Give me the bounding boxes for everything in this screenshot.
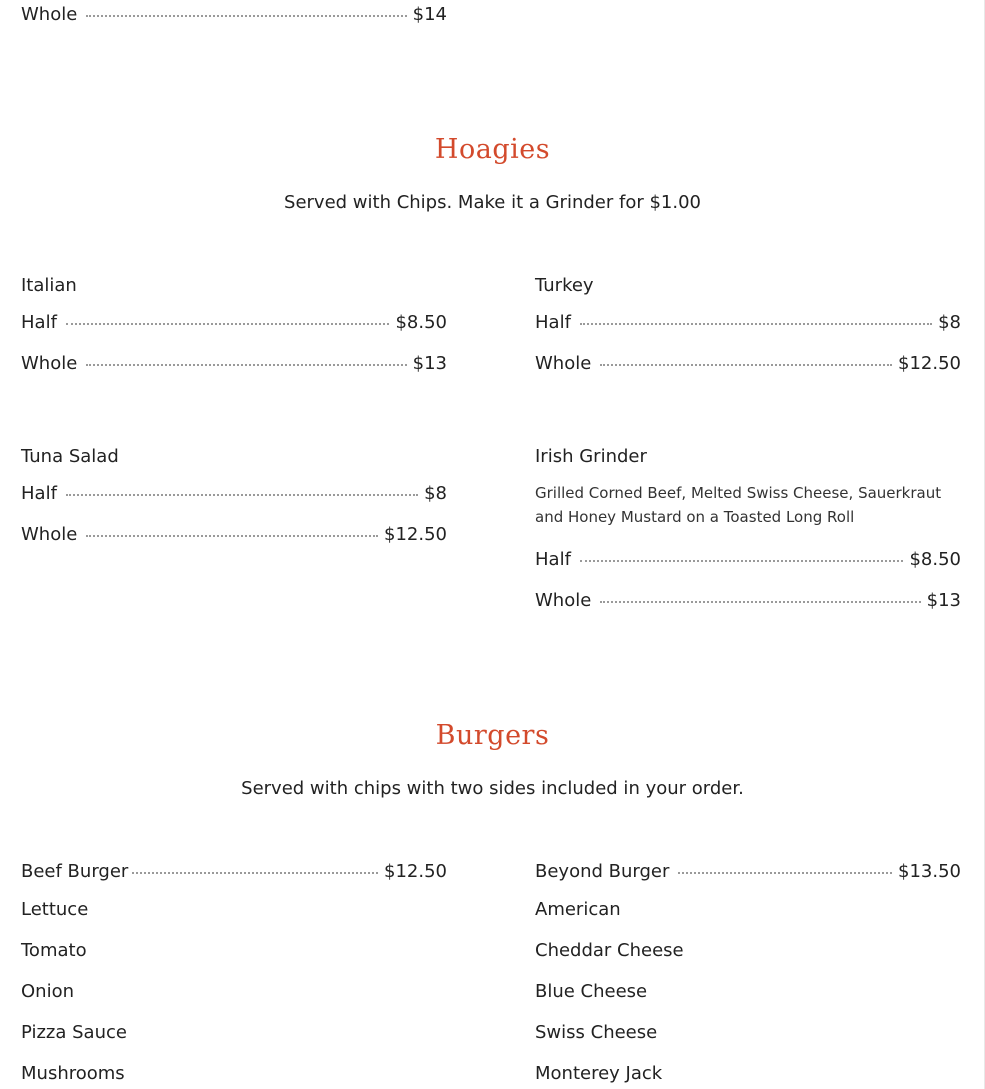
cheese-item: American <box>535 899 621 920</box>
size-label: Half <box>535 312 571 333</box>
tuna-half-row <box>21 482 447 506</box>
topping-item: Lettuce <box>21 899 89 920</box>
size-label: Whole <box>21 4 78 25</box>
section-title-hoagies: Hoagies <box>434 134 551 165</box>
topping-item: Onion <box>21 981 74 1002</box>
size-label: Whole <box>21 353 78 374</box>
italian-half-row <box>21 311 447 335</box>
price: $12.50 <box>384 861 447 882</box>
topping-item: Mushrooms <box>21 1063 125 1084</box>
turkey-half-row <box>535 311 961 335</box>
section-title-burgers: Burgers <box>435 720 550 751</box>
beyond-burger-row <box>535 860 961 884</box>
turkey-whole-row <box>535 352 961 376</box>
dot-leader <box>580 323 932 325</box>
beef-burger-row <box>21 860 447 884</box>
item-name: Beef Burger <box>21 861 129 882</box>
size-label: Half <box>21 483 57 504</box>
italian-whole-row <box>21 352 447 376</box>
price: $8.50 <box>395 312 447 333</box>
irish-half-row <box>535 548 961 572</box>
price: $14 <box>412 4 447 25</box>
dot-leader <box>66 323 390 325</box>
size-label: Whole <box>535 590 592 611</box>
price: $12.50 <box>898 353 961 374</box>
section-note-burgers: Served with chips with two sides included in your order. <box>241 778 744 799</box>
dot-leader <box>600 601 920 603</box>
section-note-hoagies: Served with Chips. Make it a Grinder for $1.00 <box>284 192 701 213</box>
dot-leader <box>86 535 378 537</box>
item-title-tuna-salad: Tuna Salad <box>21 446 119 467</box>
dot-leader <box>66 494 418 496</box>
item-description-irish-grinder: Grilled Corned Beef, Melted Swiss Cheese, Sauerkraut and Honey Mustard on a Toasted Long Roll <box>535 484 942 526</box>
cheese-item: Cheddar Cheese <box>535 940 684 961</box>
dot-leader <box>132 872 378 874</box>
topping-item: Tomato <box>21 940 87 961</box>
prev-item-whole-row <box>21 3 447 27</box>
cheese-item: Blue Cheese <box>535 981 648 1002</box>
dot-leader <box>86 364 406 366</box>
size-label: Half <box>535 549 571 570</box>
irish-whole-row <box>535 589 961 613</box>
cheese-item: Monterey Jack <box>535 1063 663 1084</box>
topping-item: Pizza Sauce <box>21 1022 127 1043</box>
price: $13 <box>926 590 961 611</box>
price: $8.50 <box>909 549 961 570</box>
size-label: Whole <box>21 524 78 545</box>
cheese-item: Swiss Cheese <box>535 1022 658 1043</box>
item-title-turkey: Turkey <box>535 275 594 296</box>
size-label: Half <box>21 312 57 333</box>
price: $12.50 <box>384 524 447 545</box>
price: $13 <box>412 353 447 374</box>
item-title-italian: Italian <box>21 275 77 296</box>
dot-leader <box>678 872 892 874</box>
price: $8 <box>938 312 961 333</box>
item-name: Beyond Burger <box>535 861 670 882</box>
item-title-irish-grinder: Irish Grinder <box>535 446 647 467</box>
price: $13.50 <box>898 861 961 882</box>
size-label: Whole <box>535 353 592 374</box>
price: $8 <box>424 483 447 504</box>
tuna-whole-row <box>21 523 447 547</box>
dot-leader <box>86 15 406 17</box>
dot-leader <box>580 560 904 562</box>
dot-leader <box>600 364 892 366</box>
